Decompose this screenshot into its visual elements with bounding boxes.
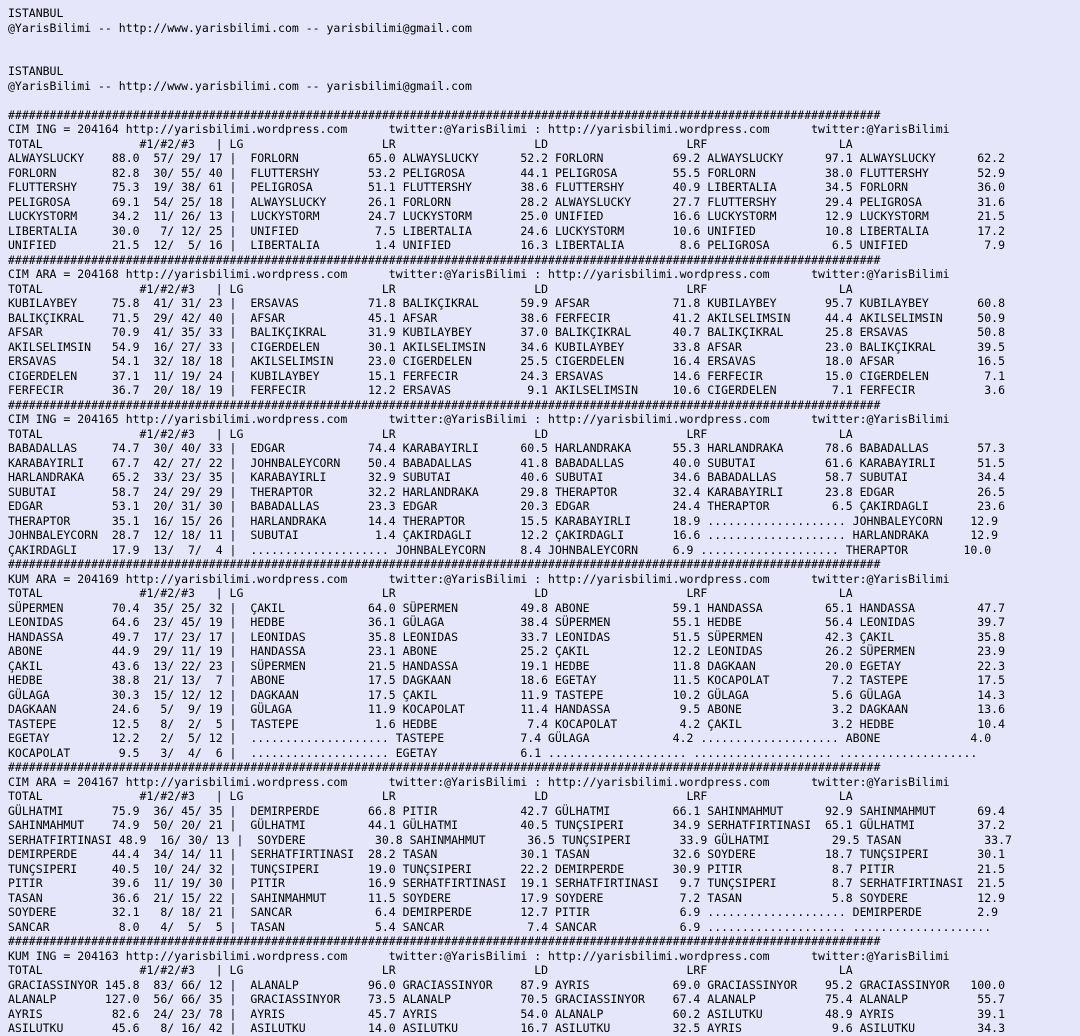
text-line: ISTANBUL (8, 6, 64, 20)
text-line: ASILUTKU 45.6 8/ 16/ 42 | ASILUTKU 14.0 ASILUTKU 16.7 ASILUTKU 32.5 AYRIS 9.6 ASILUTKU 34.3 (8, 1021, 1005, 1035)
text-line: KARABAYIRLI 67.7 42/ 27/ 22 | JOHNBALEYCORN 50.4 BABADALLAS 41.8 BABADALLAS 40.0 SUBUTAI 61.6 KARABAYIRLI 51.5 (8, 455, 1005, 470)
text-line: HARLANDRAKA 65.2 33/ 23/ 35 | KARABAYIRLI 32.9 SUBUTAI 40.6 SUBUTAI 34.6 BABADALLAS 58.7 SUBUTAI 34.4 (8, 470, 1005, 484)
text-line: PELIGROSA 69.1 54/ 25/ 18 | ALWAYSLUCKY 26.1 FORLORN 28.2 ALWAYSLUCKY 27.7 FLUTTERSHY 29.4 PELIGROSA 31.6 (8, 194, 1005, 209)
text-line: CIM ING = 204165 http://yarisbilimi.wordpress.com twitter:@YarisBilimi : http://yarisbilimi.wordpress.com twitter:@YarisBilimi (8, 412, 950, 426)
text-line: HEDBE 38.8 21/ 13/ 7 | ABONE 17.5 DAGKAAN 18.6 EGETAY 11.5 KOCAPOLAT 7.2 TASTEPE 17.5 (8, 673, 1005, 687)
text-line: HANDASSA 49.7 17/ 23/ 17 | LEONIDAS 35.8 LEONIDAS 33.7 LEONIDAS 51.5 SÜPERMEN 42.3 ÇAKIL 35.8 (8, 629, 1005, 644)
text-line: FERFECIR 36.7 20/ 18/ 19 | FERFECIR 12.2 ERSAVAS 9.1 AKILSELIMSIN 10.6 CIGERDELEN 7.1 FERFECIR 3.6 (8, 383, 1005, 397)
text-line: JOHNBALEYCORN 28.7 12/ 18/ 11 | SUBUTAI 1.4 ÇAKIRDAGLI 12.2 ÇAKIRDAGLI 16.6 .................... HARLANDRAKA 12.9 (8, 528, 999, 542)
text-line: TOTAL #1/#2/#3 | LG LR LD LRF LA (8, 136, 853, 151)
text-line: ALWAYSLUCKY 88.0 57/ 29/ 17 | FORLORN 65.0 ALWAYSLUCKY 52.2 FORLORN 69.2 ALWAYSLUCKY 97.1 ALWAYSLUCKY 62.2 (8, 151, 1005, 165)
text-line: SANCAR 8.0 4/ 5/ 5 | TASAN 5.4 SANCAR 7.4 SANCAR 6.9 .................... .................... (8, 919, 992, 934)
text-line: AFSAR 70.9 41/ 35/ 33 | BALIKÇIKRAL 31.9 KUBILAYBEY 37.0 BALIKÇIKRAL 40.7 BALIKÇIKRAL 25.8 ERSAVAS 50.8 (8, 325, 1005, 339)
text-line: ALANALP 127.0 56/ 66/ 35 | GRACIASSINYOR 73.5 ALANALP 70.5 GRACIASSINYOR 67.4 ALANALP 75.4 ALANALP 55.7 (8, 992, 1005, 1006)
text-line: ############################################################################################################################## (8, 557, 881, 571)
text-line: ############################################################################################################################## (8, 397, 881, 412)
text-line: TUNÇSIPERI 40.5 10/ 24/ 32 | TUNÇSIPERI 19.0 TUNÇSIPERI 22.2 DEMIRPERDE 30.9 PITIR 8.7 PITIR 21.5 (8, 861, 1005, 876)
text-line: TOTAL #1/#2/#3 | LG LR LD LRF LA (8, 281, 853, 296)
text-line (8, 93, 1072, 108)
text-line: LEONIDAS 64.6 23/ 45/ 19 | HEDBE 36.1 GÜLAGA 38.4 SÜPERMEN 55.1 HEDBE 56.4 LEONIDAS 39.7 (8, 615, 1005, 629)
text-line: CIM ING = 204164 http://yarisbilimi.wordpress.com twitter:@YarisBilimi : http://yarisbilimi.wordpress.com twitter:@YarisBilimi (8, 122, 950, 136)
text-line: ############################################################################################################################## (8, 107, 881, 122)
text-line: TOTAL #1/#2/#3 | LG LR LD LRF LA (8, 789, 853, 803)
text-line: ABONE 44.9 29/ 11/ 19 | HANDASSA 23.1 ABONE 25.2 ÇAKIL 12.2 LEONIDAS 26.2 SÜPERMEN 23.9 (8, 644, 1005, 658)
text-line: SERHATFIRTINASI 48.9 16/ 30/ 13 | SOYDERE 30.8 SAHINMAHMUT 36.5 TUNÇSIPERI 33.9 GÜLHATMI 29.5 TASAN 33.7 (8, 832, 1012, 847)
text-line: AKILSELIMSIN 54.9 16/ 27/ 33 | CIGERDELEN 30.1 AKILSELIMSIN 34.6 KUBILAYBEY 33.8 AFSAR 23.0 BALIKÇIKRAL 39.5 (8, 339, 1005, 354)
text-line: ############################################################################################################################## (8, 934, 881, 948)
text-line: GRACIASSINYOR 145.8 83/ 66/ 12 | ALANALP 96.0 GRACIASSINYOR 87.9 AYRIS 69.0 GRACIASSINYOR 95.2 GRACIASSINYOR 100.0 (8, 977, 1005, 992)
text-line: SAHINMAHMUT 74.9 50/ 20/ 21 | GÜLHATMI 44.1 GÜLHATMI 40.5 TUNÇSIPERI 34.9 SERHATFIRTINASI 65.1 GÜLHATMI 37.2 (8, 818, 1005, 832)
text-line: UNIFIED 21.5 12/ 5/ 16 | LIBERTALIA 1.4 UNIFIED 16.3 LIBERTALIA 8.6 PELIGROSA 6.5 UNIFIED 7.9 (8, 238, 1005, 252)
text-line: DEMIRPERDE 44.4 34/ 14/ 11 | SERHATFIRTINASI 28.2 TASAN 30.1 TASAN 32.6 SOYDERE 18.7 TUNÇSIPERI 30.1 (8, 847, 1005, 861)
text-line: FLUTTERSHY 75.3 19/ 38/ 61 | PELIGROSA 51.1 FLUTTERSHY 38.6 FLUTTERSHY 40.9 LIBERTALIA 34.5 FORLORN 36.0 (8, 180, 1005, 194)
text-line: CIGERDELEN 37.1 11/ 19/ 24 | KUBILAYBEY 15.1 FERFECIR 24.3 ERSAVAS 14.6 FERFECIR 15.0 CIGERDELEN 7.1 (8, 368, 1005, 383)
text-line: LIBERTALIA 30.0 7/ 12/ 25 | UNIFIED 7.5 LIBERTALIA 24.6 LUCKYSTORM 10.6 UNIFIED 10.8 LIBERTALIA 17.2 (8, 223, 1005, 238)
text-line: ÇAKIRDAGLI 17.9 13/ 7/ 4 | .................... JOHNBALEYCORN 8.4 JOHNBALEYCORN 6.9 .................... THERAPTOR 10.0 (8, 542, 992, 557)
text-line: @YarisBilimi -- http://www.yarisbilimi.com -- yarisbilimi@gmail.com (8, 78, 472, 93)
text-line: ############################################################################################################################## (8, 252, 881, 267)
text-line: KUBILAYBEY 75.8 41/ 31/ 23 | ERSAVAS 71.8 BALIKÇIKRAL 59.9 AFSAR 71.8 KUBILAYBEY 95.7 KUBILAYBEY 60.8 (8, 296, 1005, 310)
text-line: KUM ARA = 204169 http://yarisbilimi.wordpress.com twitter:@YarisBilimi : http://yarisbilimi.wordpress.com twitter:@YarisBilimi (8, 571, 950, 586)
text-line: @YarisBilimi -- http://www.yarisbilimi.com -- yarisbilimi@gmail.com (8, 20, 472, 35)
text-line: KUM ING = 204163 http://yarisbilimi.wordpress.com twitter:@YarisBilimi : http://yarisbilimi.wordpress.com twitter:@YarisBilimi (8, 948, 950, 963)
text-line: PITIR 39.6 11/ 19/ 30 | PITIR 16.9 SERHATFIRTINASI 19.1 SERHATFIRTINASI 9.7 TUNÇSIPERI 8.7 SERHATFIRTINASI 21.5 (8, 876, 1005, 890)
text-line: GÜLAGA 30.3 15/ 12/ 12 | DAGKAAN 17.5 ÇAKIL 11.9 TASTEPE 10.2 GÜLAGA 5.6 GÜLAGA 14.3 (8, 687, 1005, 702)
text-line: ERSAVAS 54.1 32/ 18/ 18 | AKILSELIMSIN 23.0 CIGERDELEN 25.5 CIGERDELEN 16.4 ERSAVAS 18.0 AFSAR 16.5 (8, 354, 1005, 368)
text-line: AYRIS 82.6 24/ 23/ 78 | AYRIS 45.7 AYRIS 54.0 ALANALP 60.2 ASILUTKU 48.9 AYRIS 39.1 (8, 1006, 1005, 1021)
text-line: ISTANBUL (8, 64, 64, 78)
text-line (8, 35, 1072, 50)
text-line: ############################################################################################################################## (8, 760, 881, 774)
text-line: TOTAL #1/#2/#3 | LG LR LD LRF LA (8, 426, 853, 441)
text-line: CIM ARA = 204167 http://yarisbilimi.wordpress.com twitter:@YarisBilimi : http://yarisbilimi.wordpress.com twitter:@YarisBilimi (8, 774, 950, 789)
text-line: SUBUTAI 58.7 24/ 29/ 29 | THERAPTOR 32.2 HARLANDRAKA 29.8 THERAPTOR 32.4 KARABAYIRLI 23.8 EDGAR 26.5 (8, 484, 1005, 499)
text-line: SOYDERE 32.1 8/ 18/ 21 | SANCAR 6.4 DEMIRPERDE 12.7 PITIR 6.9 .................... DEMIRPERDE 2.9 (8, 905, 999, 919)
text-line: THERAPTOR 35.1 16/ 15/ 26 | HARLANDRAKA 14.4 THERAPTOR 15.5 KARABAYIRLI 18.9 .................... JOHNBALEYCORN 12.9 (8, 513, 999, 528)
text-line: TOTAL #1/#2/#3 | LG LR LD LRF LA (8, 586, 853, 600)
text-line: BALIKÇIKRAL 71.5 29/ 42/ 40 | AFSAR 45.1 AFSAR 38.6 FERFECIR 41.2 AKILSELIMSIN 44.4 AKILSELIMSIN 50.9 (8, 310, 1005, 325)
text-line: EDGAR 53.1 20/ 31/ 30 | BABADALLAS 23.3 EDGAR 20.3 EDGAR 24.4 THERAPTOR 6.5 ÇAKIRDAGLI 23.6 (8, 499, 1005, 513)
text-line: DAGKAAN 24.6 5/ 9/ 19 | GÜLAGA 11.9 KOCAPOLAT 11.4 HANDASSA 9.5 ABONE 3.2 DAGKAAN 13.6 (8, 702, 1005, 716)
text-line: TOTAL #1/#2/#3 | LG LR LD LRF LA (8, 963, 853, 977)
text-line: LUCKYSTORM 34.2 11/ 26/ 13 | LUCKYSTORM 24.7 LUCKYSTORM 25.0 UNIFIED 16.6 LUCKYSTORM 12.9 LUCKYSTORM 21.5 (8, 209, 1005, 223)
text-line (8, 50, 1072, 65)
text-line: FORLORN 82.8 30/ 55/ 40 | FLUTTERSHY 53.2 PELIGROSA 44.1 PELIGROSA 55.5 FORLORN 38.0 FLUTTERSHY 52.9 (8, 165, 1005, 180)
text-line: TASAN 36.6 21/ 15/ 22 | SAHINMAHMUT 11.5 SOYDERE 17.9 SOYDERE 7.2 TASAN 5.8 SOYDERE 12.9 (8, 890, 1005, 905)
text-line: KOCAPOLAT 9.5 3/ 4/ 6 | .................... EGETAY 6.1 .................... .................... .................... (8, 745, 978, 760)
text-line: EGETAY 12.2 2/ 5/ 12 | .................... TASTEPE 7.4 GÜLAGA 4.2 .................... ABONE 4.0 (8, 731, 992, 745)
text-line: TASTEPE 12.5 8/ 2/ 5 | TASTEPE 1.6 HEDBE 7.4 KOCAPOLAT 4.2 ÇAKIL 3.2 HEDBE 10.4 (8, 716, 1005, 731)
text-line: ÇAKIL 43.6 13/ 22/ 23 | SÜPERMEN 21.5 HANDASSA 19.1 HEDBE 11.8 DAGKAAN 20.0 EGETAY 22.3 (8, 658, 1005, 673)
text-line: CIM ARA = 204168 http://yarisbilimi.wordpress.com twitter:@YarisBilimi : http://yarisbilimi.wordpress.com twitter:@YarisBilimi (8, 267, 950, 281)
text-line: GÜLHATMI 75.9 36/ 45/ 35 | DEMIRPERDE 66.8 PITIR 42.7 GÜLHATMI 66.1 SAHINMAHMUT 92.9 SAHINMAHMUT 69.4 (8, 803, 1005, 818)
text-line: BABADALLAS 74.7 30/ 40/ 33 | EDGAR 74.4 KARABAYIRLI 60.5 HARLANDRAKA 55.3 HARLANDRAKA 78.6 BABADALLAS 57.3 (8, 441, 1005, 455)
text-line: SÜPERMEN 70.4 35/ 25/ 32 | ÇAKIL 64.0 SÜPERMEN 49.8 ABONE 59.1 HANDASSA 65.1 HANDASSA 47.7 (8, 600, 1005, 615)
